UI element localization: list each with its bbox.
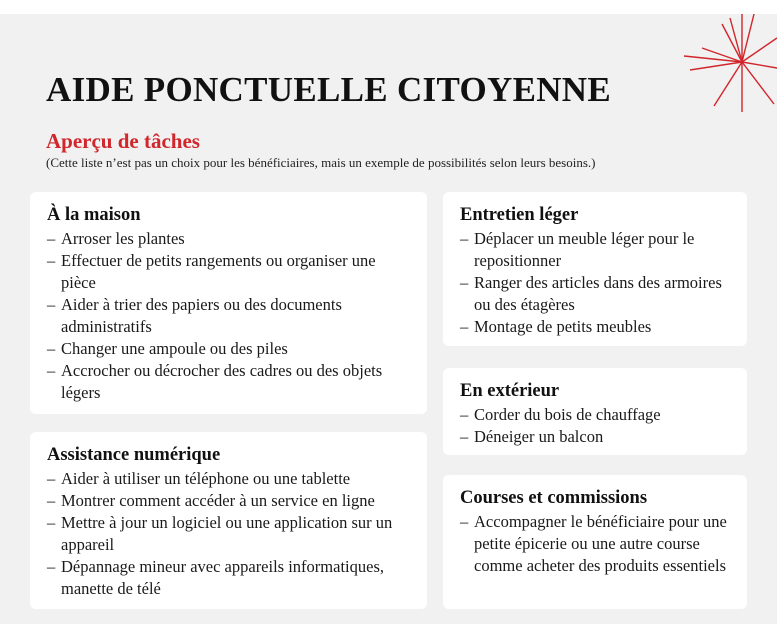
list-item: – Changer une ampoule ou des piles: [47, 339, 288, 358]
list-item: – Déneiger un balcon: [460, 427, 604, 446]
card-outdoor-title: En extérieur: [460, 381, 560, 401]
dash-icon: –: [460, 512, 469, 531]
section-subtitle: Aperçu de tâches: [46, 129, 200, 153]
dash-icon: –: [460, 273, 469, 292]
card-home: [30, 192, 427, 414]
list-item: – Corder du bois de chauffage: [460, 405, 661, 424]
list-item: – Arroser les plantes: [47, 229, 185, 248]
dash-icon: –: [47, 229, 56, 248]
list-item: – Déplacer un meuble léger pour le repositionner: [460, 229, 695, 270]
list-item: – Aider à trier des papiers ou des documents administratifs: [47, 295, 342, 336]
card-outdoor-list: [460, 404, 733, 448]
starburst-decoration: [682, 14, 777, 114]
card-maintenance-title: Entretien léger: [460, 205, 579, 225]
list-item: – Accrocher ou décrocher des cadres ou des objets légers: [47, 361, 383, 402]
card-maintenance-list: [460, 228, 733, 338]
dash-icon: –: [47, 251, 56, 270]
page-title: AIDE PONCTUELLE CITOYENNE: [46, 70, 612, 109]
card-digital-title: Assistance numérique: [47, 445, 221, 465]
dash-icon: –: [460, 229, 469, 248]
dash-icon: –: [460, 317, 469, 336]
dash-icon: –: [460, 427, 469, 446]
dash-icon: –: [47, 491, 56, 510]
list-item: – Aider à utiliser un téléphone ou une tablette: [47, 469, 351, 488]
dash-icon: –: [47, 557, 56, 576]
card-outdoor: [443, 368, 747, 455]
dash-icon: –: [47, 295, 56, 314]
card-home-list: [47, 228, 413, 404]
dash-icon: –: [47, 361, 56, 380]
list-item: – Accompagner le bénéficiaire pour une petite épicerie ou une autre course comme acheter des produits essentiels: [460, 512, 727, 575]
dash-icon: –: [47, 513, 56, 532]
card-digital-list: [47, 468, 413, 600]
card-digital-assistance: [30, 432, 427, 609]
list-item: – Montrer comment accéder à un service en ligne: [47, 491, 375, 510]
dash-icon: –: [47, 339, 56, 358]
card-light-maintenance: [443, 192, 747, 346]
dash-icon: –: [460, 405, 469, 424]
card-errands-title: Courses et commissions: [460, 488, 648, 508]
list-item: – Effectuer de petits rangements ou organiser une pièce: [47, 251, 376, 292]
list-item: – Montage de petits meubles: [460, 317, 652, 336]
list-item: – Dépannage mineur avec appareils informatiques, manette de télé: [47, 557, 384, 598]
card-errands-list: [460, 511, 733, 577]
card-home-title: À la maison: [47, 205, 141, 225]
card-errands: [443, 475, 747, 609]
disclaimer-note: (Cette liste n’est pas un choix pour les bénéficiaires, mais un exemple de possibilités selon leurs besoins.): [46, 155, 596, 170]
dash-icon: –: [47, 469, 56, 488]
list-item: – Ranger des articles dans des armoires ou des étagères: [460, 273, 722, 314]
list-item: – Mettre à jour un logiciel ou une application sur un appareil: [47, 513, 393, 554]
